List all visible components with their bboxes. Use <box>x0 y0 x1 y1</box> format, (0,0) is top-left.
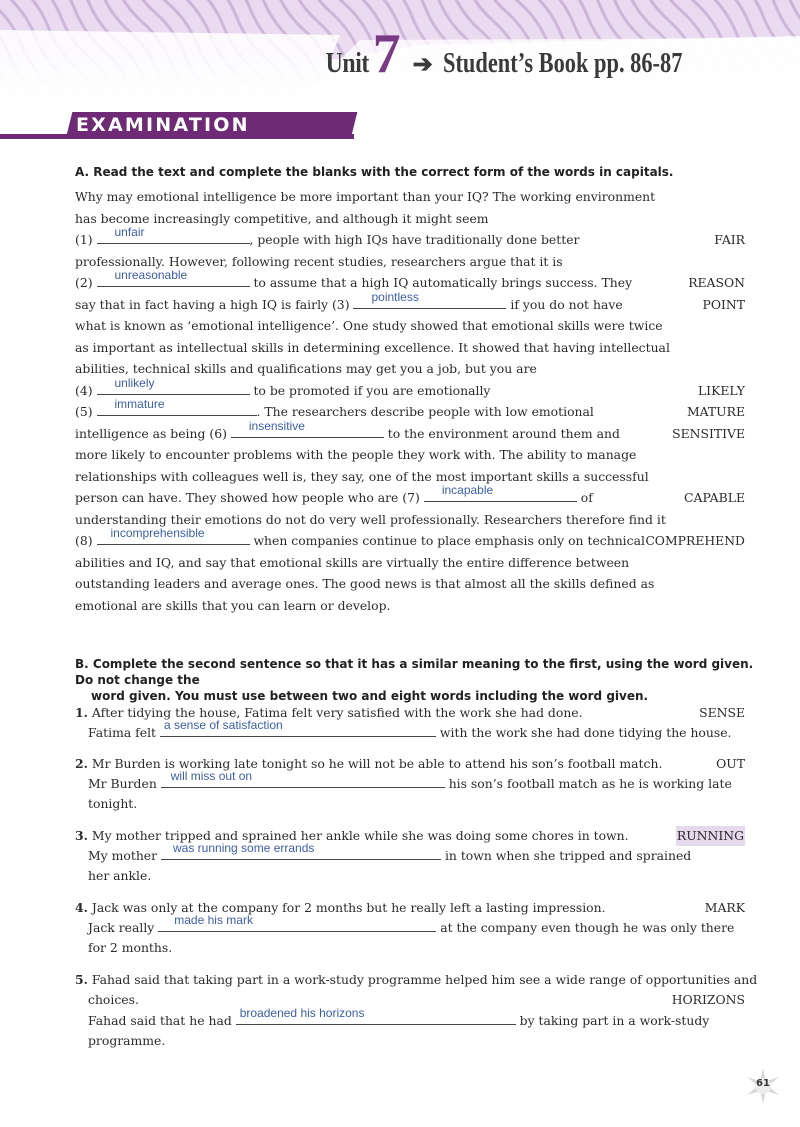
keyword-8: COMPREHEND <box>645 533 745 548</box>
page-header <box>0 0 800 100</box>
transformed-sentence: Mr Burden will miss out on his son’s football match as he is working late <box>88 774 732 794</box>
section-a-instruction: A. Read the text and complete the blanks with the correct form of the words in capitals. <box>75 165 674 179</box>
answer-1: unfair <box>114 225 145 239</box>
answer-blank-8[interactable] <box>97 526 250 545</box>
sentence-item-4 <box>75 898 745 960</box>
arrow-right-icon: ➔ <box>412 52 433 78</box>
keyword-horizons: HORIZONS <box>671 992 745 1007</box>
sentence-continuation: programme. <box>88 1033 166 1048</box>
answer-blank-3[interactable] <box>353 289 506 309</box>
passage-line: understanding their emotions do not do very well professionally. Researchers therefore find it <box>75 511 666 527</box>
passage-line: has become increasingly competitive, and although it might seem <box>75 210 489 226</box>
answer-b5: broadened his horizons <box>239 1006 365 1020</box>
answer-blank-4[interactable] <box>97 375 250 395</box>
answer-blank-b5[interactable] <box>236 1006 516 1025</box>
keyword-2: REASON <box>688 275 745 290</box>
answer-blank-b2[interactable] <box>161 769 445 788</box>
banner-title: EXAMINATION PRACTICE <box>76 114 250 158</box>
passage-line: emotional are skills that you can learn or develop. <box>75 597 391 613</box>
passage-line: (5) immature . The researchers describe people with low emotional <box>75 402 594 422</box>
answer-blank-7[interactable] <box>424 483 577 502</box>
answer-blank-2[interactable] <box>97 268 250 287</box>
sentence-item-3 <box>75 826 745 888</box>
passage-line: more likely to encounter problems with the people they work with. The ability to manage <box>75 447 637 462</box>
answer-b3: was running some errands <box>173 841 315 855</box>
passage-line: as important as intellectual skills in determining excellence. It showed that having intellectual <box>75 339 670 355</box>
answer-blank-1[interactable] <box>97 225 250 244</box>
answer-blank-b4[interactable] <box>158 913 436 932</box>
keyword-sense: SENSE <box>699 705 745 720</box>
answer-blank-5[interactable] <box>97 397 257 416</box>
sentence-item-2 <box>75 754 745 816</box>
keyword-1: FAIR <box>714 232 745 247</box>
sentence-item-5 <box>75 970 758 1052</box>
section-b-instruction: B. Complete the second sentence so that it has a similar meaning to the first, using the word given. Do not change the word given. You must use between two and eight words including the word given. <box>75 657 754 703</box>
passage-line: intelligence as being (6) insensitive to the environment around them and <box>75 424 620 444</box>
passage-line: what is known as ‘emotional intelligence’. One study showed that emotional skills were twice <box>75 318 663 333</box>
passage-line: (8) incomprehensible when companies continue to place emphasis only on technical <box>75 531 645 551</box>
answer-7: incapable <box>441 483 494 497</box>
page-number-badge <box>745 1068 781 1104</box>
original-sentence: 3. My mother tripped and sprained her ankle while she was doing some chores in town. <box>75 828 629 843</box>
passage-line: (2) unreasonable to assume that a high IQ automatically brings success. They <box>75 273 632 293</box>
answer-5: immature <box>114 397 165 411</box>
answer-3: pointless <box>371 289 419 304</box>
original-sentence: 2. Mr Burden is working late tonight so he will not be able to attend his son’s football match. <box>75 756 663 771</box>
page-number: 61 <box>756 1078 770 1089</box>
original-sentence: 1. After tidying the house, Fatima felt very satisfied with the work she had done. <box>75 705 583 720</box>
keyword-mark: MARK <box>704 900 745 915</box>
answer-b2: will miss out on <box>170 769 253 783</box>
book-reference: Student’s Book pp. 86-87 <box>442 48 683 79</box>
answer-blank-6[interactable] <box>231 418 384 438</box>
keyword-out: OUT <box>716 756 745 771</box>
keyword-3: POINT <box>702 296 745 312</box>
passage-line: person can have. They showed how people who are (7) incapable of <box>75 488 593 508</box>
transformed-sentence: My mother was running some errands in town when she tripped and sprained <box>88 846 691 866</box>
answer-8: incomprehensible <box>110 526 205 540</box>
keyword-running: RUNNING <box>676 826 745 846</box>
passage-line: abilities and IQ, and say that emotional skills are virtually the entire difference between <box>75 554 630 570</box>
keyword-5: MATURE <box>686 404 745 419</box>
section-a-passage <box>75 187 745 617</box>
passage-line: professionally. However, following recent studies, researchers argue that it is <box>75 253 563 269</box>
answer-b1: a sense of satisfaction <box>163 718 283 732</box>
section-banner <box>0 112 362 158</box>
answer-blank-b3[interactable] <box>161 841 441 860</box>
keyword-7: CAPABLE <box>684 490 745 505</box>
original-sentence-continuation: choices. <box>88 992 139 1007</box>
answer-6: insensitive <box>248 418 305 433</box>
passage-line: abilities, technical skills and qualifications may get you a job, but you are <box>75 361 537 376</box>
transformed-sentence: Fahad said that he had broadened his horizons by taking part in a work-study <box>88 1011 709 1031</box>
passage-line: (1) unfair , people with high IQs have traditionally done better <box>75 230 579 250</box>
passage-line: (4) unlikely to be promoted if you are emotionally <box>75 381 490 401</box>
sentence-item-1 <box>75 703 745 745</box>
keyword-4: LIKELY <box>697 382 745 398</box>
keyword-6: SENSITIVE <box>672 425 745 441</box>
original-sentence: 4. Jack was only at the company for 2 months but he really left a lasting impression. <box>75 900 606 915</box>
unit-word: Unit <box>325 48 369 79</box>
answer-4: unlikely <box>114 375 155 390</box>
transformed-sentence: Jack really made his mark at the company even though he was only there <box>88 918 734 938</box>
unit-title <box>318 23 742 85</box>
sentence-continuation: her ankle. <box>88 868 152 883</box>
sentence-continuation: tonight. <box>88 796 138 811</box>
transformed-sentence: Fatima felt a sense of satisfaction with the work she had done tidying the house. <box>88 723 732 743</box>
passage-line: Why may emotional intelligence be more important than your IQ? The working environment <box>75 189 656 204</box>
answer-b4: made his mark <box>174 913 253 927</box>
passage-line: say that in fact having a high IQ is fairly (3) pointless if you do not have <box>75 295 623 315</box>
answer-2: unreasonable <box>114 268 188 282</box>
answer-blank-b1[interactable] <box>160 718 436 737</box>
sentence-continuation: for 2 months. <box>88 940 173 955</box>
original-sentence: 5. Fahad said that taking part in a work-study programme helped him see a wide range of opportunities and <box>75 972 758 987</box>
unit-number: 7 <box>372 23 401 85</box>
passage-line: relationships with colleagues well is, they say, one of the most important skills a successful <box>75 468 649 484</box>
passage-line: outstanding leaders and average ones. The good news is that almost all the skills defined as <box>75 576 655 591</box>
